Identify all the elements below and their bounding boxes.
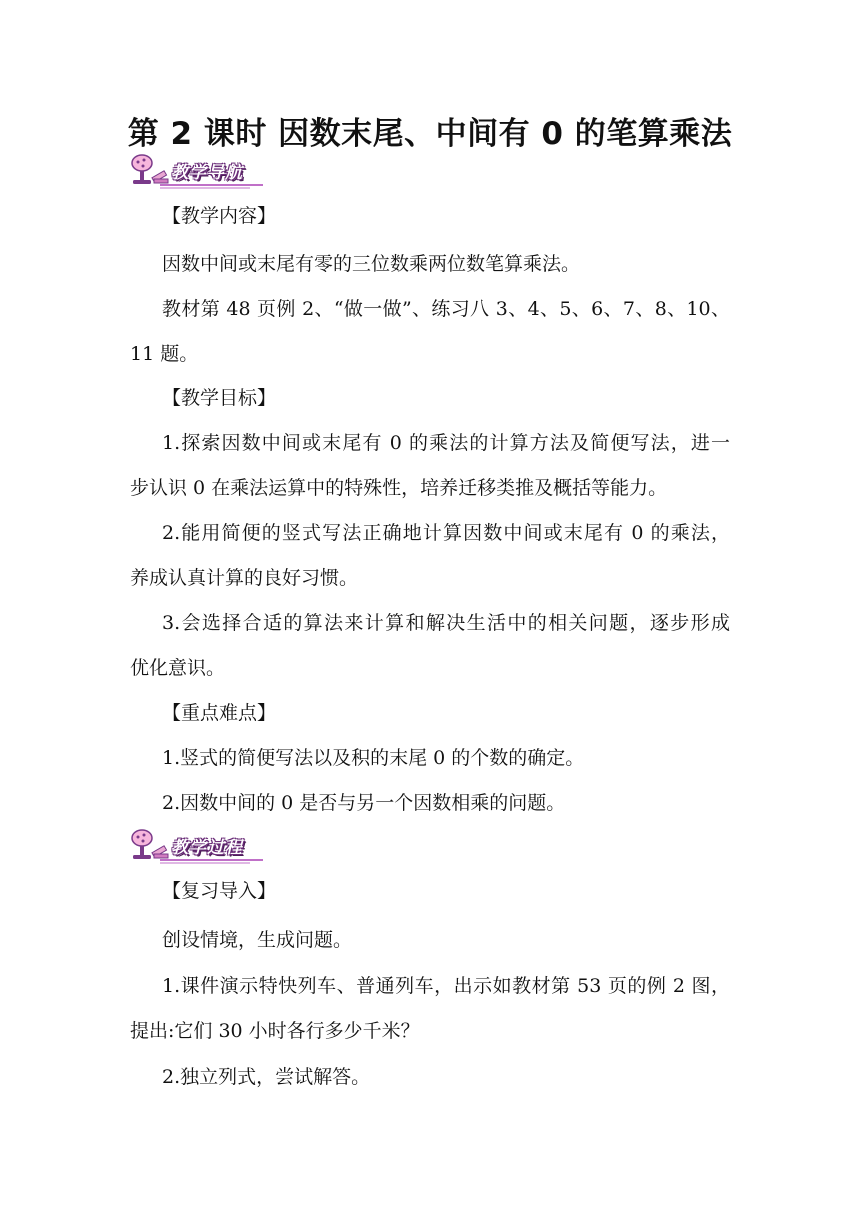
paragraph-line: 2.独立列式，尝试解答。 [162,1066,371,1088]
paragraph-line: 养成认真计算的良好习惯。 [130,567,359,589]
paragraph-line: 因数中间或末尾有零的三位数乘两位数笔算乘法。 [162,253,581,275]
teaching-guide-banner [130,154,265,190]
paragraph-line: 创设情境，生成问题。 [162,929,353,951]
paragraph-line: 1.探索因数中间或末尾有 0 的乘法的计算方法及简便写法，进一 [162,432,730,454]
paragraph-line: 步认识 0 在乘法运算中的特殊性，培养迁移类推及概括等能力。 [130,477,668,499]
paragraph-line: 1.课件演示特快列车、普通列车，出示如教材第 53 页的例 2 图， [162,975,730,997]
paragraph-line: 2.因数中间的 0 是否与另一个因数相乘的问题。 [162,792,566,814]
lesson-title: 第 2 课时 因数末尾、中间有 0 的笔算乘法 [127,116,733,152]
paragraph-line: 1.竖式的简便写法以及积的末尾 0 的个数的确定。 [162,747,585,769]
paragraph-line: 提出:它们 30 小时各行多少千米？ [130,1020,420,1042]
section-heading: 【重点难点】 [162,702,277,724]
banner-title: 教学过程 [171,838,243,858]
section-heading: 【复习导入】 [162,880,277,902]
section-heading: 【教学目标】 [162,387,277,409]
banner-title: 教学导航 [171,163,243,183]
paragraph-line: 教材第 48 页例 2、“做一做”、练习八 3、4、5、6、7、8、10、 [162,298,730,320]
paragraph-line: 11 题。 [130,343,199,365]
paragraph-line: 优化意识。 [130,657,226,679]
paragraph-line: 2.能用简便的竖式写法正确地计算因数中间或末尾有 0 的乘法， [162,522,730,544]
section-heading: 【教学内容】 [162,205,277,227]
teaching-process-banner [130,829,265,865]
paragraph-line: 3.会选择合适的算法来计算和解决生活中的相关问题，逐步形成 [162,612,730,634]
